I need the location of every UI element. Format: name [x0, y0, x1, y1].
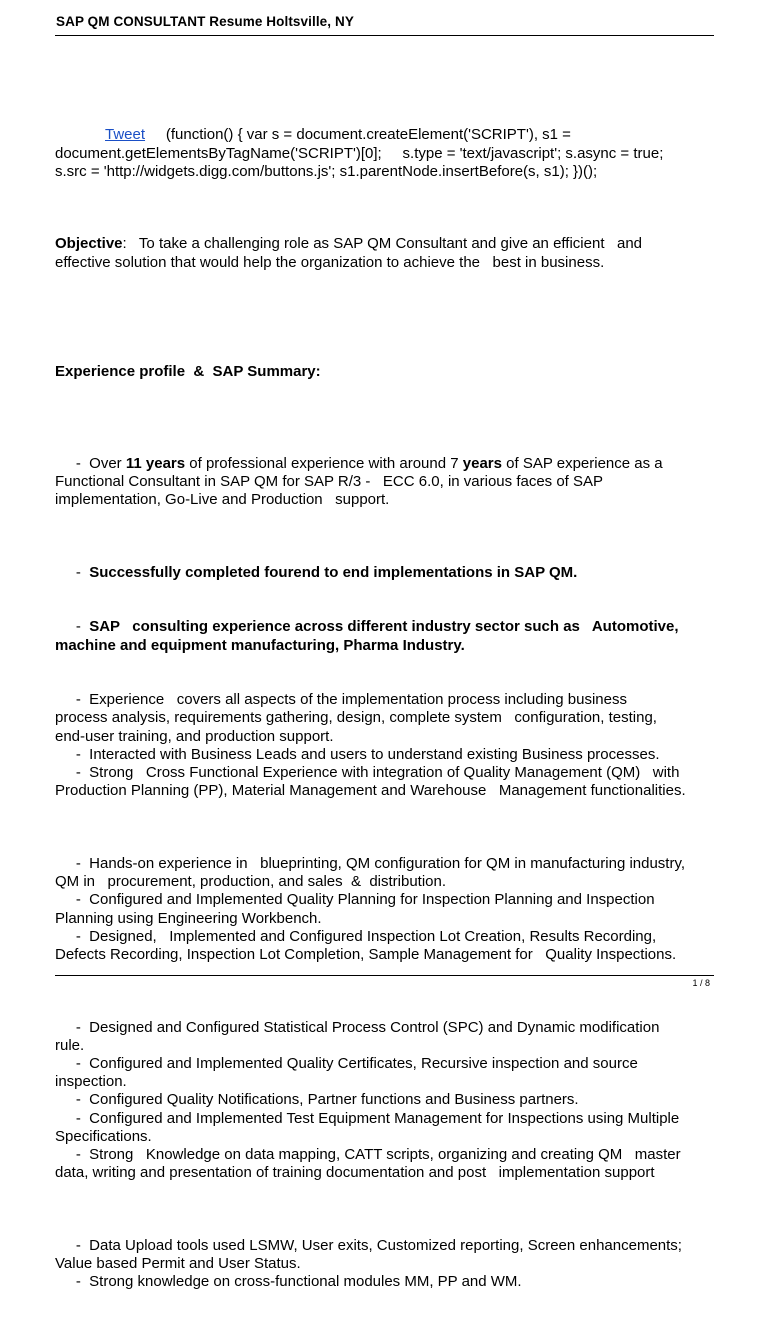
objective-label: Objective	[55, 235, 123, 253]
objective-text: : To take a challenging role as SAP QM Consultant and give an efficient and effective solution that would help the organization to achieve the best in business.	[55, 235, 643, 271]
experience-bullet-industries	[55, 618, 725, 654]
bullet-bold-text: years	[462, 454, 502, 472]
footer-divider	[55, 975, 714, 976]
intro-paragraph	[55, 126, 725, 181]
bullet-dash: -	[55, 563, 90, 581]
bullet-dash: -	[55, 618, 90, 636]
experience-bullet-group-1: - Experience covers all aspects of the implementation process including business process analysis, requirements gathering, design, complete system configuration, testing, end-user training, and production support. - Interacted with Business Leads and users to understand existing Business processes. - Strong Cross Functional Experience with integration of Quality Management (QM) with Production Planning (PP), Material Management and Warehouse Management functionalities.	[55, 691, 686, 800]
objective-paragraph	[55, 235, 725, 271]
bullet-text: - Over	[55, 454, 126, 472]
embed-script-text: (function() { var s = document.createElement('SCRIPT'), s1 = document.getElementsByTagName('SCRIPT')[0]; s.type = 'text/javascript'; s.async = true; s.src = 'http://widgets.digg.com/buttons.js'; s1.parentNode.insertBefore(s, s1); })();	[55, 126, 664, 180]
experience-bullet-years	[55, 455, 725, 510]
experience-bullet-implementations	[55, 564, 725, 582]
resume-body	[55, 90, 725, 1328]
experience-heading: Experience profile & SAP Summary:	[55, 363, 321, 381]
intro-indent	[55, 126, 105, 143]
experience-bullet-group-2: - Hands-on experience in blueprinting, QM configuration for QM in manufacturing industry, QM in procurement, production, and sales & distribution. - Configured and Implemented Quality Planning for Inspection Planning and Inspection Planning using Engineering Workbench. - Designed, Implemented and Configured Inspection Lot Creation, Results Recording, Defects Recording, Inspection Lot Completion, Sample Management for Quality Inspections.	[55, 854, 686, 963]
page-header-title: SAP QM CONSULTANT Resume Holtsville, NY	[56, 14, 354, 29]
bullet-bold-text: SAP consulting experience across different industry sector such as Automotive, machine and equipment manufacturing, Pharma Industry.	[55, 618, 679, 654]
tweet-link[interactable]: Tweet	[105, 126, 146, 144]
bullet-text: of SAP experience as a Functional Consultant in SAP QM for SAP R/3 - ECC 6.0, in various faces of SAP implementation, Go-Live and Production support.	[55, 454, 663, 509]
header-divider	[55, 35, 714, 36]
bullet-bold-text: Successfully completed fourend to end implementations in SAP QM.	[89, 563, 578, 581]
bullet-bold-text: 11 years	[125, 454, 186, 472]
bullet-text: of professional experience with around 7	[185, 454, 463, 472]
experience-bullet-group-4: - Data Upload tools used LSMW, User exits, Customized reporting, Screen enhancements; Value based Permit and User Status. - Strong knowledge on cross-functional modules MM, PP and WM.	[55, 1236, 682, 1291]
experience-bullet-group-3: - Designed and Configured Statistical Process Control (SPC) and Dynamic modification rule. - Configured and Implemented Quality Certificates, Recursive inspection and source inspection. - Configured Quality Notifications, Partner functions and Business partners. - Configured and Implemented Test Equipment Management for Inspections using Multiple Specifications. - Strong Knowledge on data mapping, CATT scripts, organizing and creating QM master data, writing and presentation of training documentation and post implementation support	[55, 1018, 681, 1182]
page-number: 1 / 8	[692, 978, 710, 988]
